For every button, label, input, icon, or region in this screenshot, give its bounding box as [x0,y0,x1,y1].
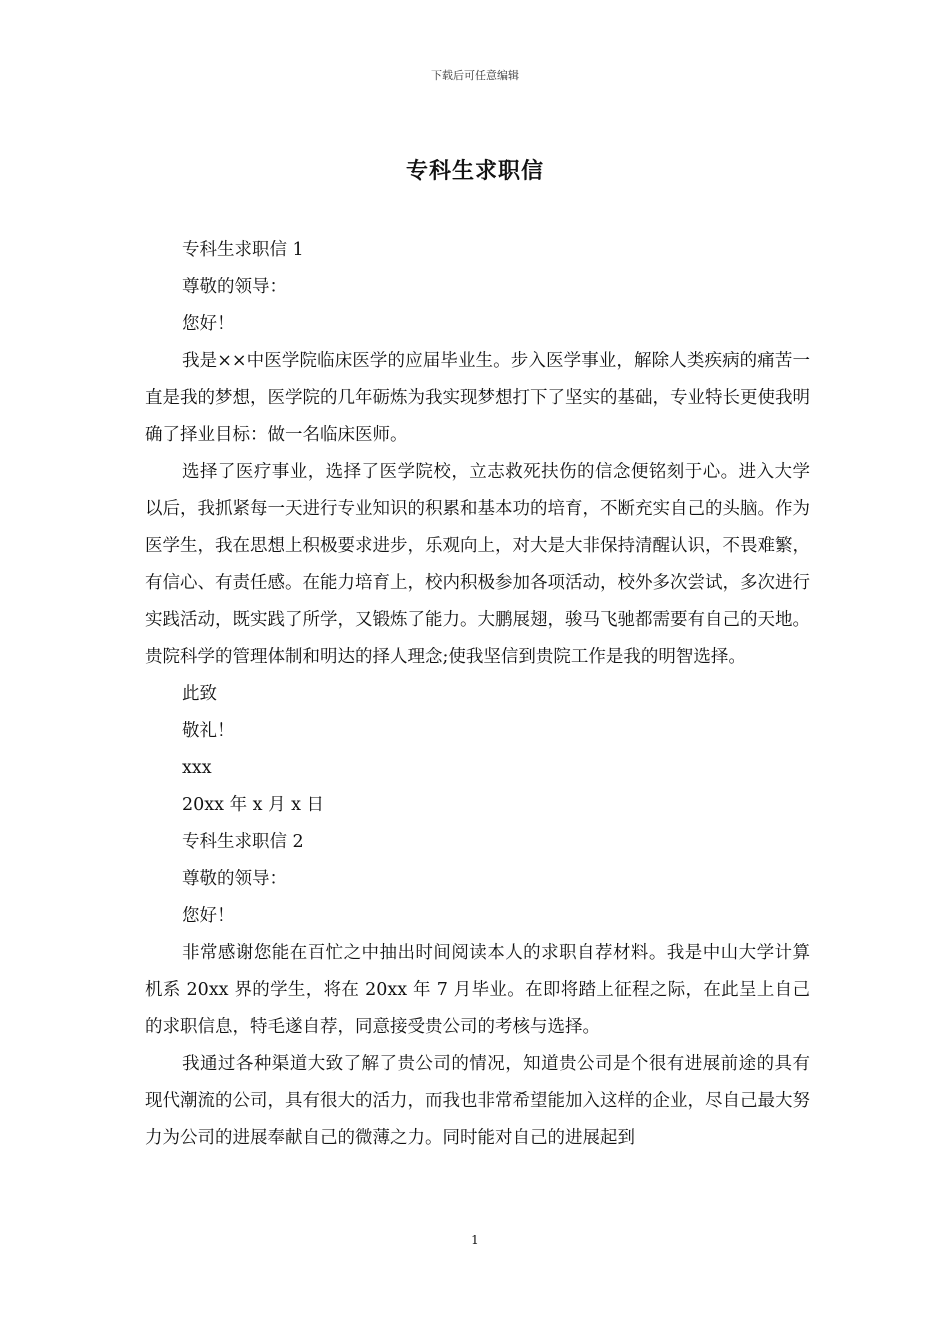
letter1-heading: 专科生求职信 1 [182,240,304,260]
document-body [145,232,810,1157]
letter2-salutation: 尊敬的领导： [182,869,287,889]
letter1-greeting: 您好！ [182,314,235,334]
letter1-date: 20xx 年 x 月 x 日 [182,795,325,815]
letter1-closing-salute: 敬礼！ [182,721,235,741]
letter2-paragraph: 非常感谢您能在百忙之中抽出时间阅读本人的求职自荐材料。我是中山大学计算机系 20xx 界的学生，将在 20xx 年 7 月毕业。在即将踏上征程之际，在此呈上自己的求职信息，特毛遂自荐，同意接受贵公司的考核与选择。 [145,943,810,1037]
letter2-heading: 专科生求职信 2 [182,832,304,852]
document-title: 专科生求职信 [405,159,544,184]
header-note: 下载后可任意编辑 [431,69,519,82]
letter1-paragraph: 我是××中医学院临床医学的应届毕业生。步入医学事业，解除人类疾病的痛苦一直是我的梦想，医学院的几年砺炼为我实现梦想打下了坚实的基础，专业特长更使我明确了择业目标：做一名临床医师。 [145,351,810,445]
letter1-paragraph: 选择了医疗事业，选择了医学院校，立志救死扶伤的信念便铭刻于心。进入大学以后，我抓紧每一天进行专业知识的积累和基本功的培育，不断充实自己的头脑。作为医学生，我在思想上积极要求进步，乐观向上，对大是大非保持清醒认识，不畏难繁，有信心、有责任感。在能力培育上，校内积极参加各项活动，校外多次尝试，多次进行实践活动，既实践了所学，又锻炼了能力。大鹏展翅，骏马飞驰都需要有自己的天地。贵院科学的管理体制和明达的择人理念;使我坚信到贵院工作是我的明智选择。 [145,462,810,667]
letter1-signature: xxx [182,758,212,778]
letter2-greeting: 您好！ [182,906,235,926]
page-number: 1 [471,1233,479,1247]
letter2-paragraph: 我通过各种渠道大致了解了贵公司的情况，知道贵公司是个很有进展前途的具有现代潮流的公司，具有很大的活力，而我也非常希望能加入这样的企业，尽自己最大努力为公司的进展奉献自己的微薄之力。同时能对自己的进展起到 [145,1054,810,1148]
letter1-salutation: 尊敬的领导： [182,277,287,297]
letter1-closing: 此致 [182,684,217,704]
